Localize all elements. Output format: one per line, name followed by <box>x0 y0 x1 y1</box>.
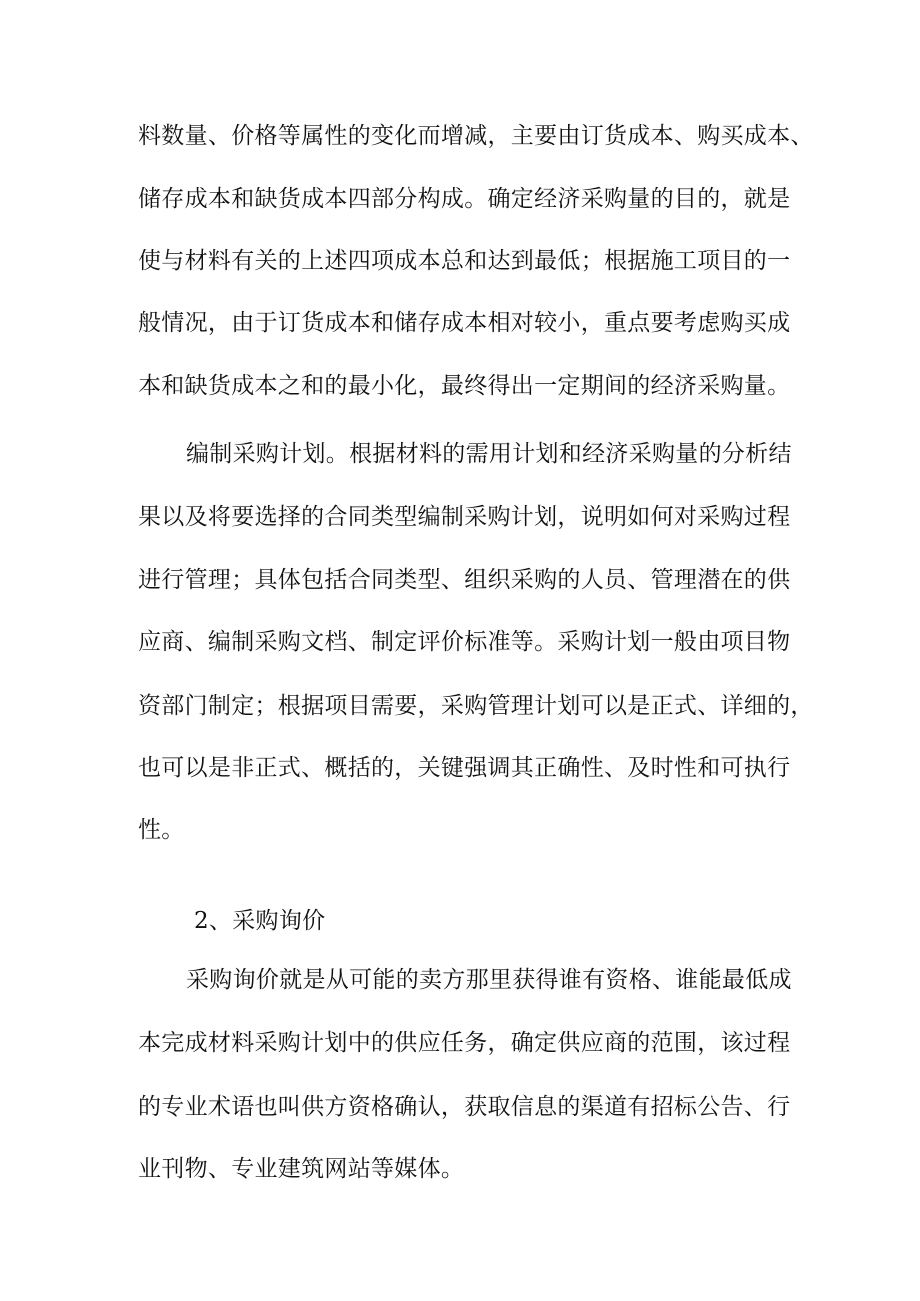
paragraph-line: 料数量、价格等属性的变化而增减，主要由订货成本、购买成本、 <box>138 123 814 149</box>
section-heading: 2、采购询价 <box>194 908 326 934</box>
paragraph-line: 本完成材料采购计划中的供应任务，确定供应商的范围，该过程 <box>138 1030 791 1056</box>
paragraph-line: 果以及将要选择的合同类型编制采购计划，说明如何对采购过程 <box>138 504 791 530</box>
paragraph-line: 进行管理；具体包括合同类型、组织采购的人员、管理潜在的供 <box>138 567 791 593</box>
paragraph-line: 采购询价就是从可能的卖方那里获得谁有资格、谁能最低成 <box>186 967 792 993</box>
paragraph-line: 使与材料有关的上述四项成本总和达到最低；根据施工项目的一 <box>138 248 791 274</box>
paragraph-line: 资部门制定；根据项目需要，采购管理计划可以是正式、详细的， <box>138 693 814 719</box>
paragraph-line: 应商、编制采购文档、制定评价标准等。采购计划一般由项目物 <box>138 629 791 655</box>
paragraph-line: 般情况，由于订货成本和储存成本相对较小，重点要考虑购买成 <box>138 310 791 336</box>
paragraph-line: 业刊物、专业建筑网站等媒体。 <box>138 1156 465 1182</box>
paragraph-line: 也可以是非正式、概括的，关键强调其正确性、及时性和可执行 <box>138 755 791 781</box>
paragraph-line: 性。 <box>138 817 185 843</box>
paragraph-line: 本和缺货成本之和的最小化，最终得出一定期间的经济采购量。 <box>138 373 791 399</box>
paragraph-line: 的专业术语也叫供方资格确认，获取信息的渠道有招标公告、行 <box>138 1094 791 1120</box>
paragraph-line: 编制采购计划。根据材料的需用计划和经济采购量的分析结 <box>186 441 792 467</box>
paragraph-line: 储存成本和缺货成本四部分构成。确定经济采购量的目的，就是 <box>138 186 791 212</box>
